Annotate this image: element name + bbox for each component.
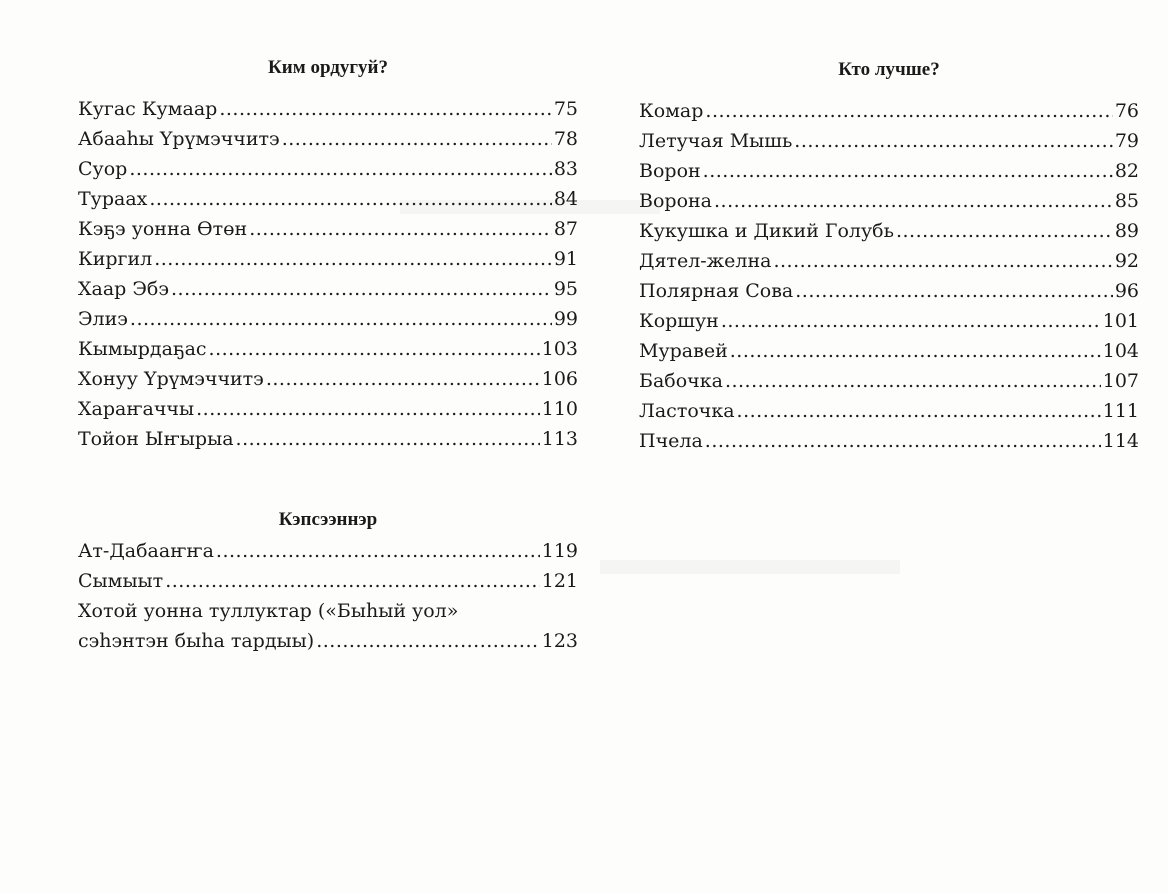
toc-entry-title: Хараҥаччы [78,398,195,420]
toc-entry[interactable] [639,276,1139,306]
dot-leader [171,274,552,304]
toc-entry-title: Бабочка [639,370,723,392]
toc-entry-title: Тойон Ыҥырыа [78,428,234,450]
dot-leader [703,156,1113,186]
toc-entry-title: Кэҕэ уонна Өтөн [78,218,248,240]
dot-leader [714,186,1113,216]
toc-entry-page: 111 [1102,400,1139,422]
dot-leader [721,306,1101,336]
toc-entry[interactable] [78,424,578,454]
toc-entry-page: 79 [1114,130,1139,152]
toc-entry[interactable] [78,244,578,274]
toc-entry-title: Кымырдаҕас [78,338,207,360]
toc-entry[interactable] [78,364,578,394]
toc-entry-page: 113 [541,428,578,450]
toc-entry-title: Дятел-желна [639,250,772,272]
dot-leader [129,154,551,184]
toc-entry-page: 101 [1102,310,1139,332]
dot-leader [249,214,552,244]
dot-leader [773,246,1112,276]
toc-entry[interactable] [639,156,1139,186]
toc-entry-title: Летучая Мышь [639,130,793,152]
toc-entry-page: 123 [541,630,578,652]
toc-entry[interactable] [639,186,1139,216]
toc-entry-page: 121 [541,570,578,592]
toc-entry[interactable] [78,566,578,596]
toc-entry[interactable] [78,536,578,566]
toc-entry-title-line2: сэһэнтэн быһа тардыы) [78,630,315,652]
toc-entry-title: Сымыыт [78,570,164,592]
toc-entry-title: Кукушка и Дикий Голубь [639,220,894,242]
toc-entry-page: 114 [1102,430,1139,452]
dot-leader [266,364,540,394]
toc-entry[interactable] [639,96,1139,126]
toc-entry-title: Абааһы Үрүмэччитэ [78,128,280,150]
dot-leader [165,566,540,596]
dot-leader [316,626,540,656]
dot-leader [282,124,552,154]
toc-entry-page: 91 [553,248,578,270]
toc-entry-title-line1[interactable]: Хотой уонна туллуктар («Быһый уол» [78,600,459,622]
toc-entry-page: 110 [541,398,578,420]
toc-entry-page: 87 [553,218,578,240]
toc-entry[interactable] [639,366,1139,396]
toc-entry[interactable] [639,336,1139,366]
dot-leader [737,396,1101,426]
toc-entry-title: Хонуу Үрүмэччитэ [78,368,264,390]
toc-entry-title: Ласточка [639,400,735,422]
dot-leader [196,394,540,424]
toc-entry-title: Кугас Кумаар [78,98,218,120]
toc-entry-title: Тураах [78,188,148,210]
dot-leader [219,94,551,124]
toc-entry[interactable] [78,334,578,364]
dot-leader [730,336,1101,366]
toc-entry-page: 92 [1114,250,1139,272]
toc-entry-page: 119 [541,540,578,562]
toc-entry-page: 104 [1102,340,1139,362]
toc-entry[interactable] [78,394,578,424]
toc-entry-page: 82 [1114,160,1139,182]
toc-entry-title: Муравей [639,340,728,362]
dot-leader [795,276,1113,306]
dot-leader [896,216,1113,246]
toc-entry-page: 103 [541,338,578,360]
toc-entry[interactable] [78,626,578,656]
toc-entry[interactable] [639,216,1139,246]
toc-entry-page: 78 [553,128,578,150]
toc-entry-page: 85 [1114,190,1139,212]
toc-entry-title: Комар [639,100,704,122]
toc-entry-title: Киргил [78,248,153,270]
toc-entry-title: Хаар Эбэ [78,278,170,300]
toc-entry-page: 83 [553,158,578,180]
toc-entry-page: 95 [553,278,578,300]
bleed-through-texture [600,560,900,574]
toc-entry[interactable] [639,306,1139,336]
toc-entry-page: 76 [1114,100,1139,122]
toc-entry-page: 99 [553,308,578,330]
section-heading: Кто лучше? [838,59,940,80]
toc-entry-page: 107 [1102,370,1139,392]
toc-entry[interactable] [78,154,578,184]
dot-leader [725,366,1101,396]
toc-entry[interactable] [78,304,578,334]
toc-entry-title: Ат-Дабааҥҥа [78,540,214,562]
toc-entry-title: Элиэ [78,308,128,330]
dot-leader [149,184,551,214]
toc-entry-title: Ворон [639,160,701,182]
toc-entry-page: 96 [1114,280,1139,302]
toc-entry-title: Суор [78,158,128,180]
dot-leader [236,424,540,454]
toc-entry-page: 89 [1114,220,1139,242]
dot-leader [130,304,552,334]
dot-leader [216,536,540,566]
dot-leader [705,96,1112,126]
toc-entry[interactable] [78,184,578,214]
section-heading: Кэпсээннэр [278,509,378,530]
dot-leader [154,244,552,274]
dot-leader [794,126,1113,156]
toc-entry-page: 84 [553,188,578,210]
dot-leader [209,334,540,364]
toc-entry[interactable] [78,94,578,124]
toc-entry-title: Полярная Сова [639,280,794,302]
section-heading: Ким ордугуй? [268,57,388,78]
toc-entry[interactable] [639,426,1139,456]
toc-entry[interactable] [78,214,578,244]
toc-entry-title: Коршун [639,310,719,332]
toc-entry-title: Пчела [639,430,703,452]
toc-entry-page: 75 [553,98,578,120]
toc-entry[interactable] [78,124,578,154]
toc-entry[interactable] [639,246,1139,276]
toc-entry-title: Ворона [639,190,712,212]
toc-entry[interactable] [78,274,578,304]
toc-entry-page: 106 [541,368,578,390]
dot-leader [705,426,1101,456]
toc-entry[interactable] [639,396,1139,426]
toc-entry[interactable] [639,126,1139,156]
